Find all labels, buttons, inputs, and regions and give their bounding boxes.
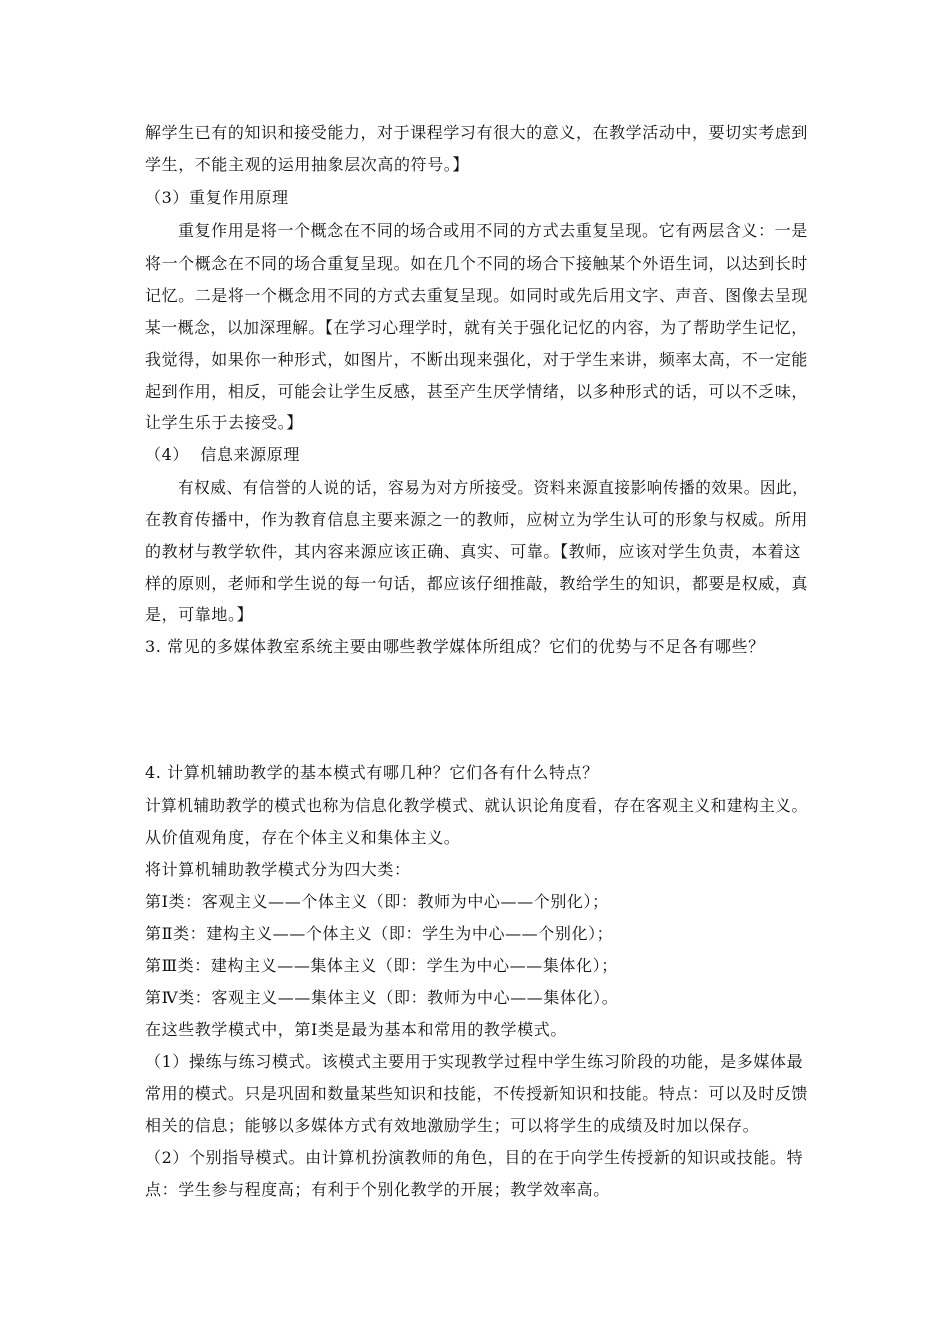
- category-line: 第Ⅰ类：客观主义——个体主义（即：教师为中心——个别化）；: [145, 892, 609, 911]
- section-heading: （4） 信息来源原理: [145, 445, 300, 464]
- text-line: 起到作用，相反，可能会让学生反感，甚至产生厌学情绪，以多种形式的话，可以不乏味，: [145, 382, 809, 401]
- text-line: 记忆。二是将一个概念用不同的方式去重复呈现。如同时或先后用文字、声音、图像去呈现: [145, 286, 809, 305]
- text-line: 将计算机辅助教学模式分为四大类：: [145, 860, 411, 879]
- text-line: 常用的模式。只是巩固和数量某些知识和技能，不传授新知识和技能。特点：可以及时反馈: [145, 1084, 809, 1103]
- text-line: 让学生乐于去接受。】: [145, 413, 304, 432]
- mode-paragraph-line: （1）操练与练习模式。该模式主要用于实现教学过程中学生练习阶段的功能，是多媒体最: [145, 1052, 804, 1071]
- paragraph-first-line: 重复作用是将一个概念在不同的场合或用不同的方式去重复呈现。它有两层含义：一是: [178, 221, 808, 240]
- question-4: 4. 计算机辅助教学的基本模式有哪几种？它们各有什么特点？: [145, 763, 599, 782]
- question-3: 3. 常见的多媒体教室系统主要由哪些教学媒体所组成？它们的优势与不足各有哪些？: [145, 637, 765, 656]
- text-line: 是，可靠地。】: [145, 605, 254, 624]
- text-line: 的教材与教学软件，其内容来源应该正确、真实、可靠。【教师，应该对学生负责，本着这: [145, 542, 802, 561]
- text-line: 我觉得，如果你一种形式，如图片，不断出现来强化，对于学生来讲，频率太高，不一定能: [145, 350, 809, 369]
- text-line: 在这些教学模式中，第Ⅰ类是最为基本和常用的教学模式。: [145, 1020, 567, 1039]
- text-line: 将一个概念在不同的场合重复呈现。如在几个不同的场合下接触某个外语生词，以达到长时: [145, 254, 809, 273]
- text-line: 在教育传播中，作为教育信息主要来源之一的教师，应树立为学生认可的形象与权威。所用: [145, 510, 809, 529]
- text-line: 某一概念，以加深理解。【在学习心理学时，就有关于强化记忆的内容，为了帮助学生记忆，: [145, 318, 808, 337]
- text-line: 计算机辅助教学的模式也称为信息化教学模式、就认识论角度看，存在客观主义和建构主义。: [145, 796, 808, 815]
- paragraph-first-line: 有权威、有信誉的人说的话，容易为对方所接受。资料来源直接影响传播的效果。因此，: [178, 478, 809, 497]
- category-line: 第Ⅳ类：客观主义——集体主义（即：教师为中心——集体化）。: [145, 988, 619, 1007]
- category-line: 第Ⅱ类：建构主义——个体主义（即：学生为中心——个别化）；: [145, 924, 614, 943]
- text-line: 点：学生参与程度高；有利于个别化教学的开展；教学效率高。: [145, 1180, 610, 1199]
- mode-paragraph-line: （2）个别指导模式。由计算机扮演教师的角色，目的在于向学生传授新的知识或技能。特: [145, 1148, 804, 1167]
- category-line: 第Ⅲ类：建构主义——集体主义（即：学生为中心——集体化）；: [145, 956, 618, 975]
- section-heading: （3）重复作用原理: [145, 188, 289, 207]
- text-line: 学生，不能主观的运用抽象层次高的符号。】: [145, 155, 470, 174]
- text-line: 解学生已有的知识和接受能力，对于课程学习有很大的意义，在教学活动中，要切实考虑到: [145, 123, 809, 142]
- text-line: 样的原则，老师和学生说的每一句话，都应该仔细推敲，教给学生的知识，都要是权威，真: [145, 574, 809, 593]
- text-line: 从价值观角度，存在个体主义和集体主义。: [145, 828, 461, 847]
- text-line: 相关的信息；能够以多媒体方式有效地激励学生；可以将学生的成绩及时加以保存。: [145, 1116, 760, 1135]
